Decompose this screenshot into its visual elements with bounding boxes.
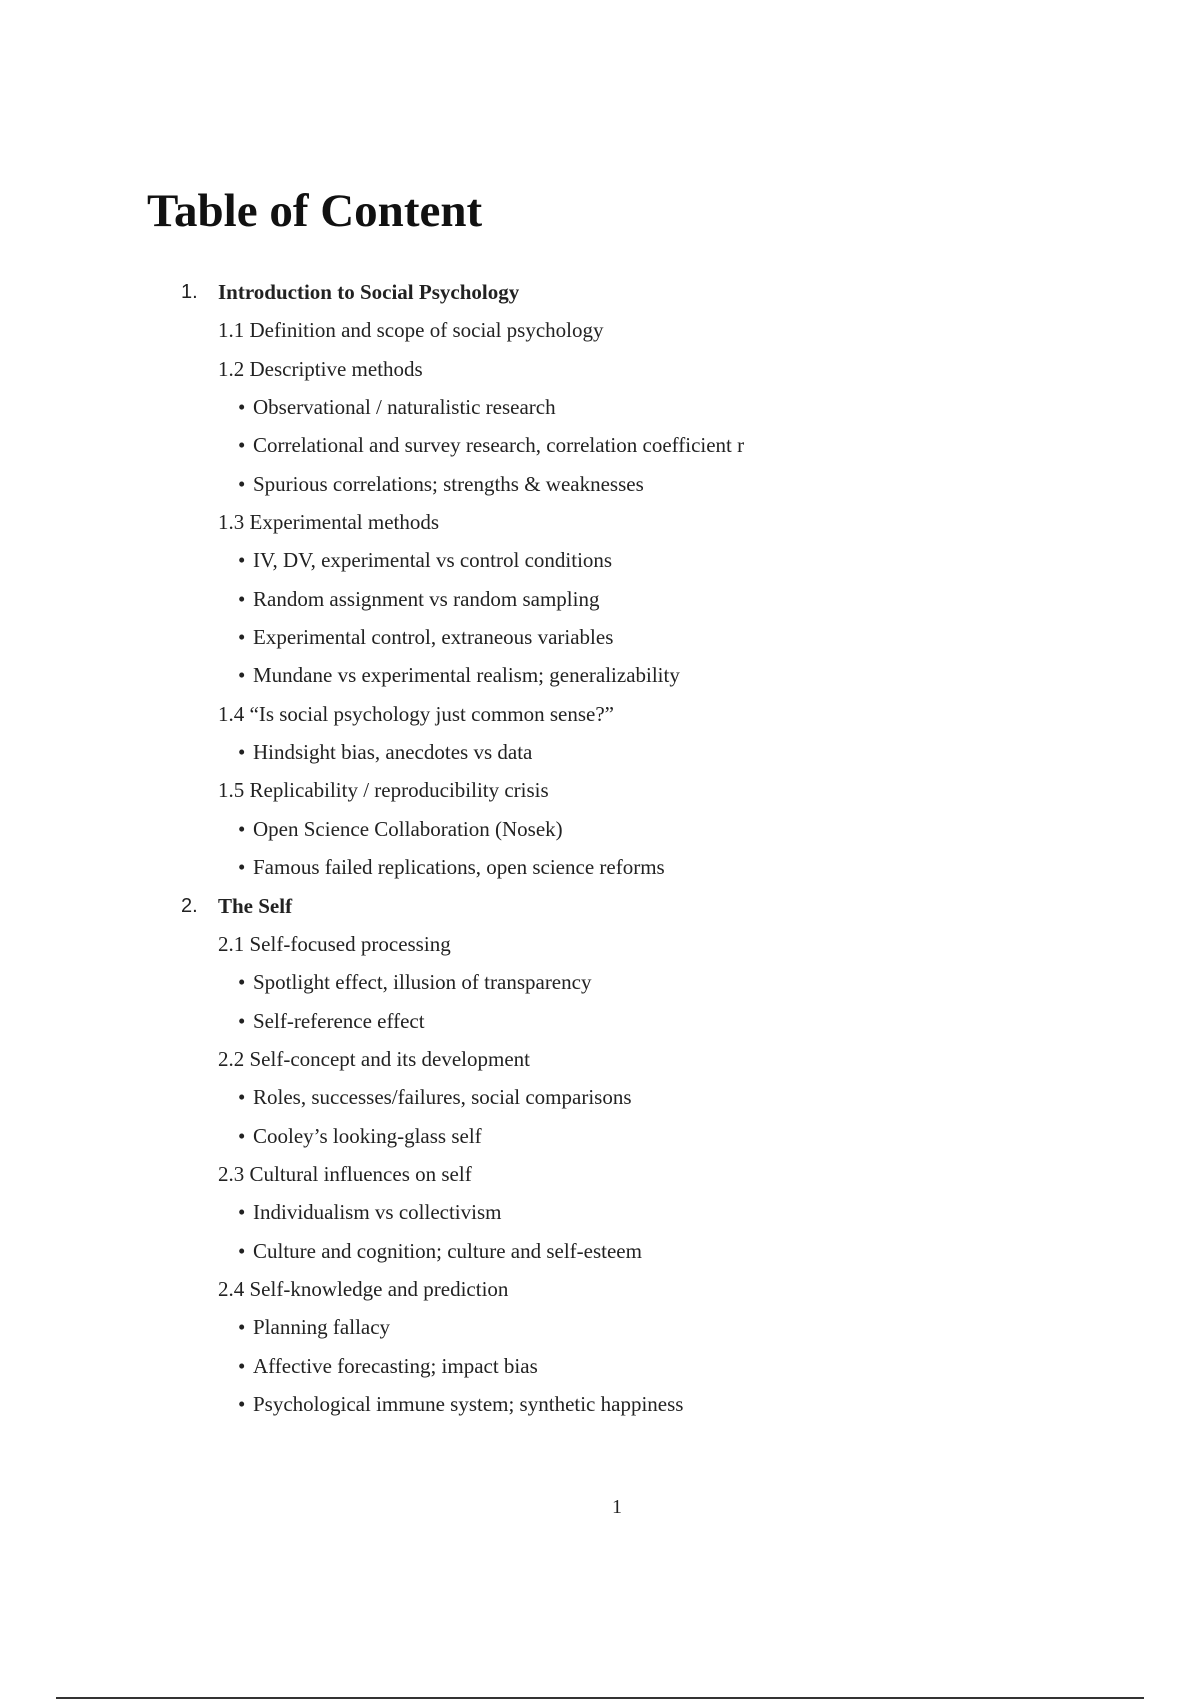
bullet-item bbox=[238, 1117, 482, 1155]
bullet-icon: • bbox=[238, 548, 246, 573]
bullet-text: Mundane vs experimental realism; generalizability bbox=[253, 663, 680, 688]
bullet-text: Cooley’s looking-glass self bbox=[253, 1123, 482, 1148]
toc-bullet bbox=[0, 1232, 1200, 1270]
bullet-icon: • bbox=[238, 816, 246, 841]
bullet-icon: • bbox=[238, 970, 246, 995]
toc-section bbox=[0, 350, 1200, 388]
toc-bullet bbox=[0, 1002, 1200, 1040]
toc-bullet bbox=[0, 656, 1200, 694]
bullet-item bbox=[238, 388, 556, 426]
toc-chapter bbox=[0, 887, 1200, 925]
toc-bullet bbox=[0, 1193, 1200, 1231]
bullet-text: Correlational and survey research, correlation coefficient r bbox=[253, 433, 745, 458]
bullet-text: Roles, successes/failures, social comparisons bbox=[253, 1085, 632, 1110]
bullet-icon: • bbox=[238, 471, 246, 496]
bullet-text: Spurious correlations; strengths & weaknesses bbox=[253, 471, 644, 496]
bullet-icon: • bbox=[238, 1315, 246, 1340]
bullet-item bbox=[238, 1232, 642, 1270]
bullet-item bbox=[238, 1308, 390, 1346]
bullet-icon: • bbox=[238, 1200, 246, 1225]
bullet-item bbox=[238, 963, 591, 1001]
bullet-item bbox=[238, 848, 665, 886]
toc-bullet bbox=[0, 848, 1200, 886]
toc-bullet bbox=[0, 580, 1200, 618]
bullet-item bbox=[238, 1078, 632, 1116]
bullet-item bbox=[238, 1385, 683, 1423]
bullet-text: Psychological immune system; synthetic happiness bbox=[253, 1391, 684, 1416]
chapter-number: 2. bbox=[181, 894, 198, 917]
toc-section bbox=[0, 695, 1200, 733]
bullet-icon: • bbox=[238, 1123, 246, 1148]
bullet-item bbox=[238, 810, 563, 848]
toc-bullet bbox=[0, 1385, 1200, 1423]
toc-bullet bbox=[0, 733, 1200, 771]
bullet-item bbox=[238, 656, 680, 694]
bullet-text: Planning fallacy bbox=[253, 1315, 391, 1340]
bullet-item bbox=[238, 1193, 501, 1231]
bullet-icon: • bbox=[238, 1391, 246, 1416]
toc-section bbox=[0, 503, 1200, 541]
page-title: Table of Content bbox=[147, 185, 483, 237]
bullet-icon: • bbox=[238, 1353, 246, 1378]
bullet-icon: • bbox=[238, 855, 246, 880]
section-title: 2.1 Self-focused processing bbox=[218, 931, 451, 956]
chapter-number: 1. bbox=[181, 281, 198, 303]
chapter-title: Introduction to Social Psychology bbox=[218, 280, 520, 304]
bullet-text: Affective forecasting; impact bias bbox=[253, 1353, 538, 1378]
bullet-item bbox=[238, 733, 532, 771]
toc-section bbox=[0, 925, 1200, 963]
toc-bullet bbox=[0, 963, 1200, 1001]
bullet-text: Hindsight bias, anecdotes vs data bbox=[253, 740, 533, 765]
section-title: 1.2 Descriptive methods bbox=[218, 356, 423, 381]
bullet-text: Famous failed replications, open science reforms bbox=[253, 855, 665, 880]
toc-bullet bbox=[0, 541, 1200, 579]
bullet-icon: • bbox=[238, 586, 246, 611]
toc-bullet bbox=[0, 1078, 1200, 1116]
toc-bullet bbox=[0, 426, 1200, 464]
bullet-text: Culture and cognition; culture and self-esteem bbox=[253, 1238, 642, 1263]
toc-section bbox=[0, 311, 1200, 349]
bullet-icon: • bbox=[238, 433, 246, 458]
section-title: 2.4 Self-knowledge and prediction bbox=[218, 1276, 509, 1301]
bullet-item bbox=[238, 618, 613, 656]
bullet-item bbox=[238, 1002, 425, 1040]
section-title: 2.3 Cultural influences on self bbox=[218, 1161, 472, 1186]
bullet-icon: • bbox=[238, 395, 246, 420]
bullet-item bbox=[238, 1347, 538, 1385]
toc-section bbox=[0, 1155, 1200, 1193]
bullet-item bbox=[238, 426, 744, 464]
toc-bullet bbox=[0, 388, 1200, 426]
toc-bullet bbox=[0, 1347, 1200, 1385]
bullet-icon: • bbox=[238, 1008, 246, 1033]
bullet-icon: • bbox=[238, 1085, 246, 1110]
section-title: 2.2 Self-concept and its development bbox=[218, 1046, 530, 1071]
bullet-text: Open Science Collaboration (Nosek) bbox=[253, 816, 563, 841]
bullet-icon: • bbox=[238, 1238, 246, 1263]
toc-section bbox=[0, 771, 1200, 809]
toc-section bbox=[0, 1270, 1200, 1308]
bullet-item bbox=[238, 465, 644, 503]
section-title: 1.3 Experimental methods bbox=[218, 510, 440, 535]
footer-rule bbox=[56, 1697, 1144, 1699]
section-title: 1.5 Replicability / reproducibility crisis bbox=[218, 778, 549, 803]
bullet-item bbox=[238, 541, 612, 579]
bullet-text: IV, DV, experimental vs control conditions bbox=[253, 548, 613, 573]
bullet-text: Individualism vs collectivism bbox=[253, 1200, 502, 1225]
chapter-title: The Self bbox=[218, 893, 293, 918]
bullet-text: Spotlight effect, illusion of transparency bbox=[253, 970, 592, 995]
toc-bullet bbox=[0, 618, 1200, 656]
bullet-text: Self-reference effect bbox=[253, 1008, 425, 1033]
toc-chapter bbox=[0, 273, 1200, 311]
bullet-text: Random assignment vs random sampling bbox=[253, 586, 600, 611]
table-of-contents bbox=[0, 273, 1200, 1423]
bullet-icon: • bbox=[238, 625, 246, 650]
toc-bullet bbox=[0, 1117, 1200, 1155]
section-title: 1.1 Definition and scope of social psychology bbox=[218, 318, 604, 343]
toc-bullet bbox=[0, 465, 1200, 503]
bullet-text: Observational / naturalistic research bbox=[253, 395, 556, 420]
bullet-text: Experimental control, extraneous variables bbox=[253, 625, 614, 650]
bullet-item bbox=[238, 580, 599, 618]
section-title: 1.4 “Is social psychology just common sense?” bbox=[218, 701, 615, 726]
page-number: 1 bbox=[612, 1496, 622, 1518]
toc-bullet bbox=[0, 810, 1200, 848]
bullet-icon: • bbox=[238, 663, 246, 688]
toc-bullet bbox=[0, 1308, 1200, 1346]
bullet-icon: • bbox=[238, 740, 246, 765]
toc-section bbox=[0, 1040, 1200, 1078]
